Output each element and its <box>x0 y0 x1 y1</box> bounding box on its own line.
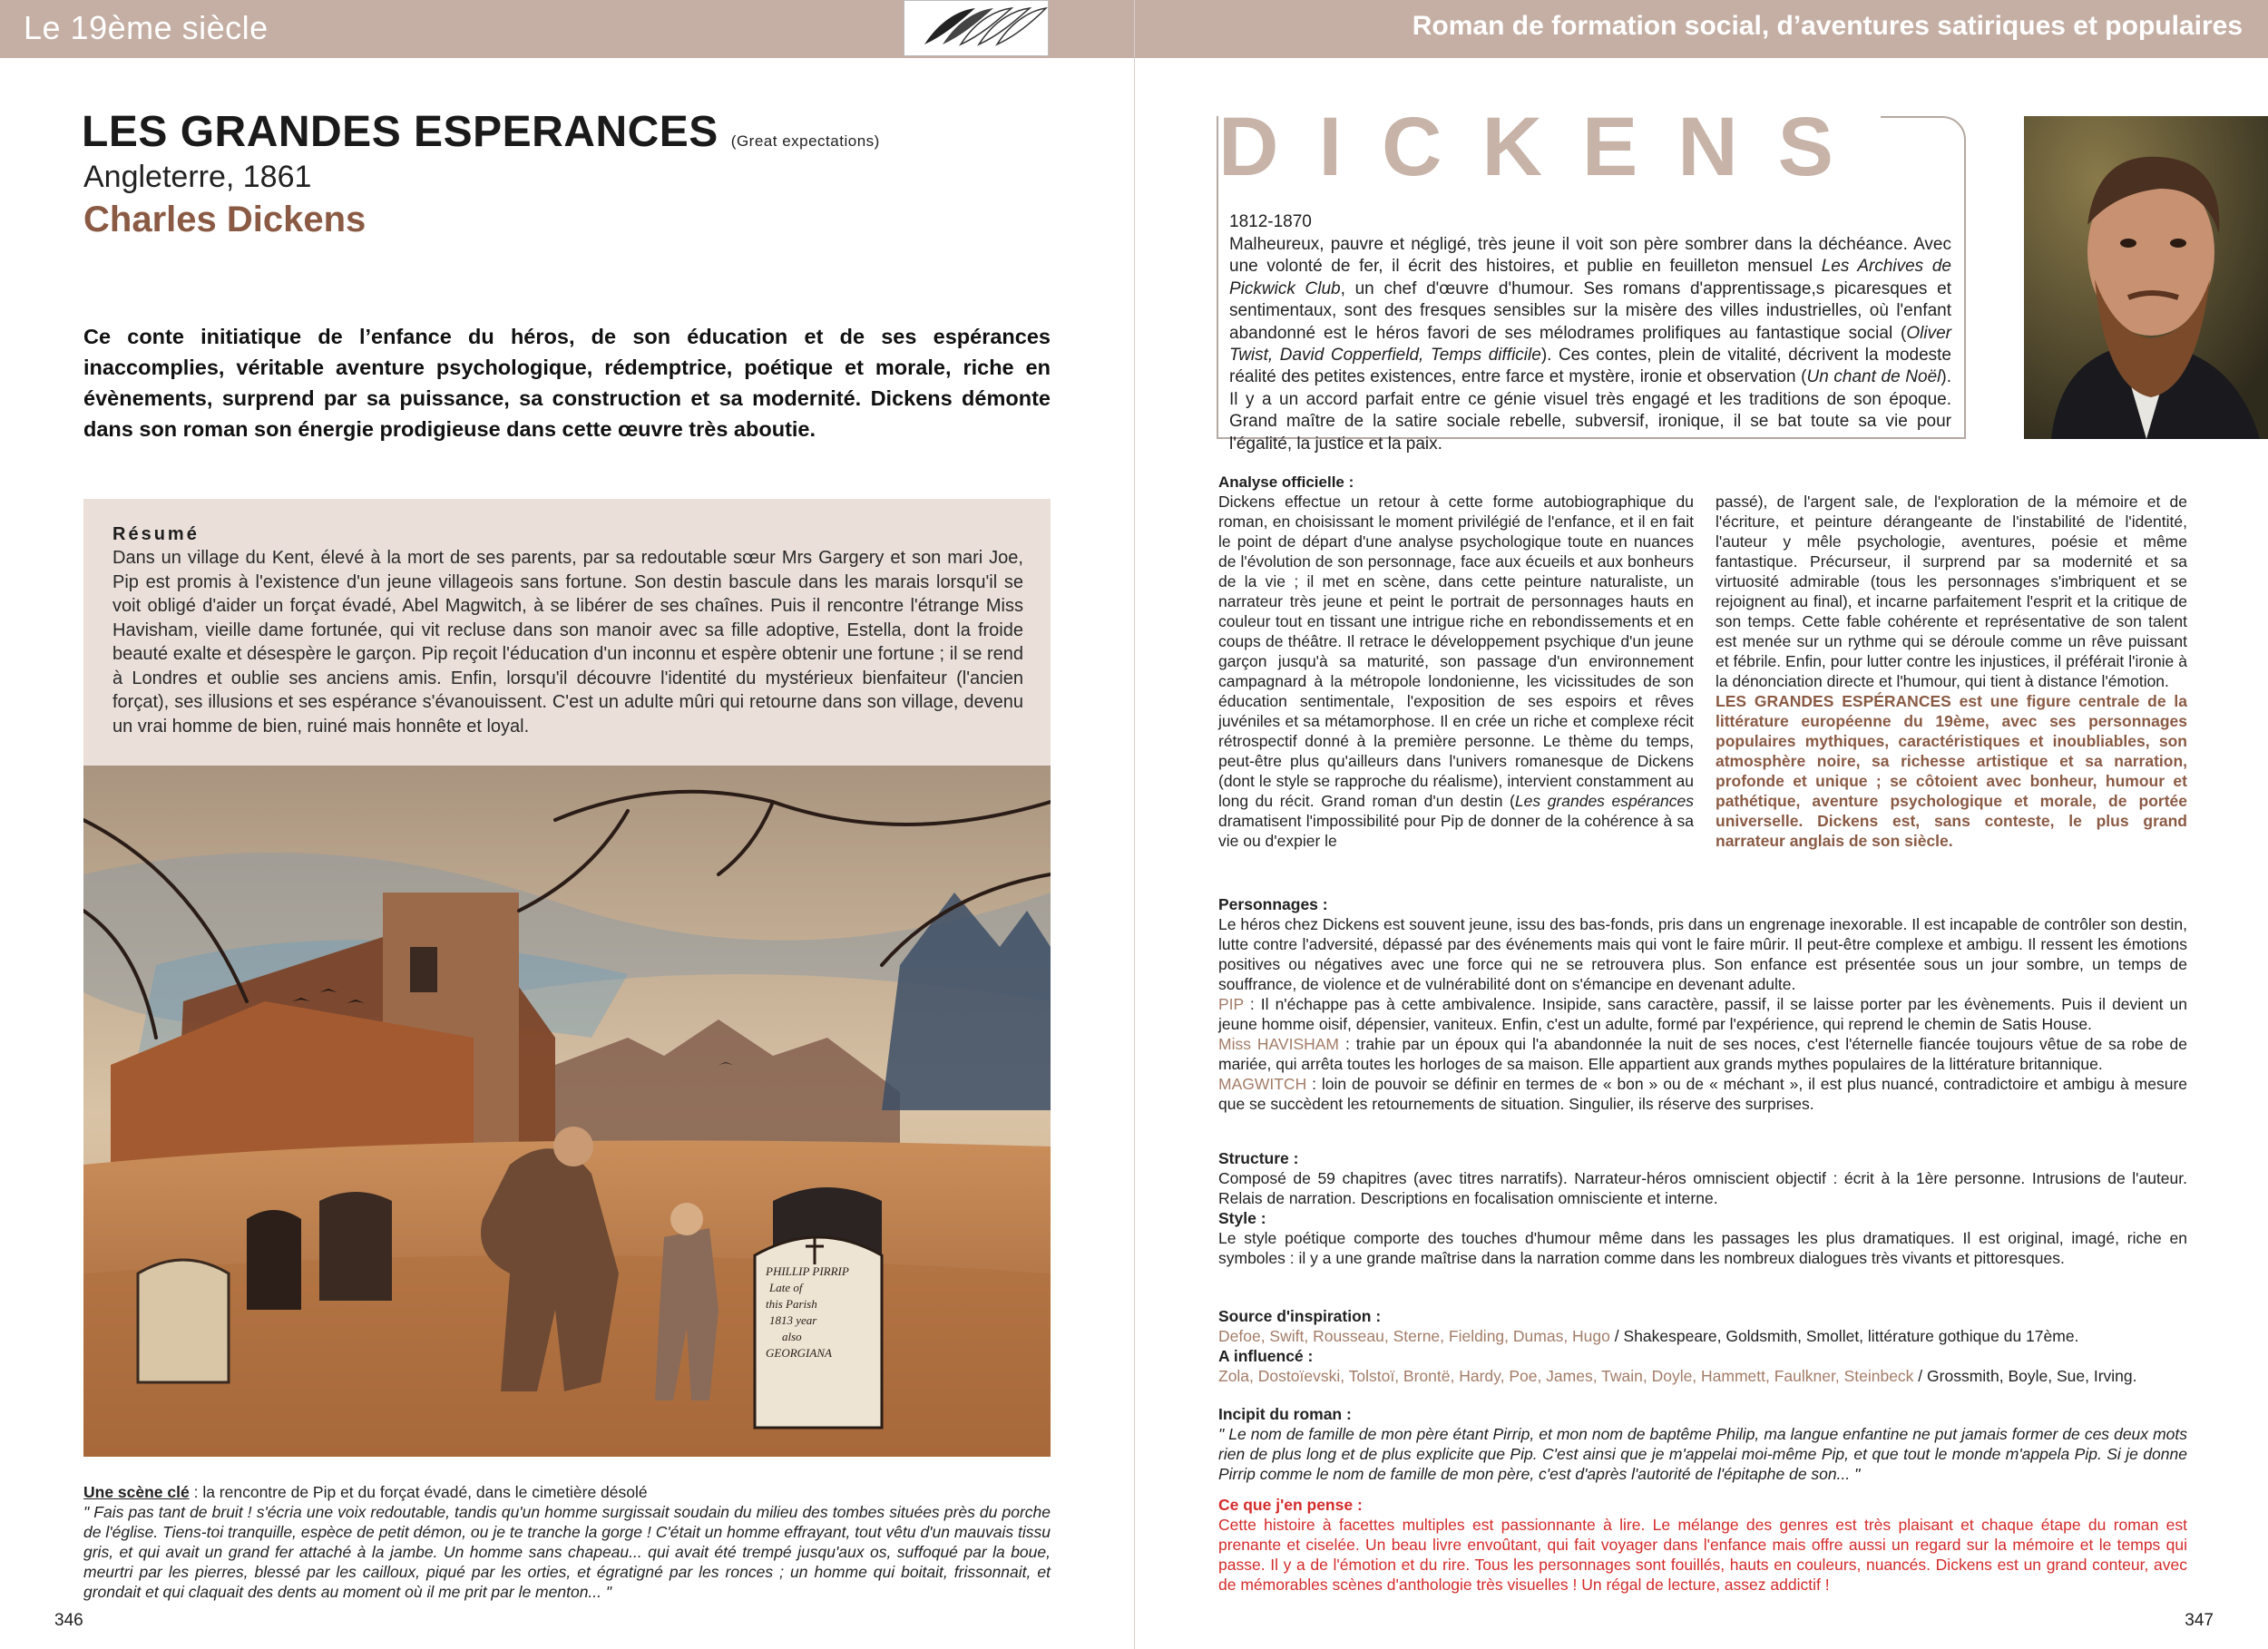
characters-section: Personnages : Le héros chez Dickens est souvent jeune, issu des bas-fonds, pris dans un engrenage inexorable. Il est incapable de contrôler son destin, lutte contre l'adversité, dépassé par des événements mais qui vont le faire mûrir. Il peut-être complexe et ambigu. Il ressent les émotions positives ou négatives avec une force qui ne se retrouvera plus. Son enfance est présentée sous un jour sombre, un temps de souffrance, de violence et de vulnérabilité dont on s'émancipe en devenant adulte. PIP : Il n'échappe pas à cette ambivalence. Insipide, sans caractère, passif, il se laisse porter par les évènements. Puis il devient un jeune homme oisif, dépensier, vaniteux. Enfin, c'est un adulte, formé par l'expérience, qui reprend le chemin de Satis House. Miss HAVISHAM : trahie par un époux qui l'a abandonnée la nuit de ses noces, c'est l'éternelle fiancée toujours vêtue de sa robe de mariée, qui arrêta toutes les horloges de sa maison. Elle appartient aux grands mythes populaires de la littérature britannique. MAGWITCH : loin de pouvoir se définir en termes de « bon » ou de « méchant », il est plus nuancé, contradictoire et ambigu à mesure que se succèdent les retournements de situation. Singulier, ils réserve des surprises. <box>1218 895 2188 1113</box>
svg-text:this Parish: this Parish <box>766 1297 817 1311</box>
right-page <box>1134 0 2268 1649</box>
country-year: Angleterre, 1861 <box>83 160 312 194</box>
analysis-column-1: Dickens effectue un retour à cette forme autobiographique du roman, en choisissant le moment privilégié de l'enfance, et il en fait le point de départ d'une analyse psychologique toute en nuances de l'évolution de son personnage, face aux écueils et aux bonheurs de la vie ; il met en scène, dans cette peinture naturaliste, un narrateur très jeune et peint le portrait de personnages hauts en couleur tout en tissant une intrigue riche en rebondissements et en coups de théâtre. Il retrace le développement psychique d'un jeune garçon jusqu'à sa maturité, son passage d'un environnement campagnard à la métropole londonienne, les vicissitudes de son éducation sentimentale, l'exposition de ses espoirs et rêves juvéniles et sa métamorphose. Il en crée un riche et complexe récit rétrospectif donné à la première personne. Le thème du temps, peut-être plus qu'ailleurs dans l'univers romanesque de Dickens (dont le style se rapproche du réalisme), intervient constamment au long du récit. Grand roman d'un destin (Les grandes espérances dramatisent l'impossibilité pour Pip de donner de la cohérence à sa vie ou d'expier le <box>1218 493 1694 850</box>
character-havisham: Miss HAVISHAM <box>1218 1035 1340 1053</box>
analysis-highlight: LES GRANDES ESPÉRANCES est une figure centrale de la littérature européenne du 19ème, avec ses personnages populaires mythiques, caractéristiques et inoubliables, son atmosphère noire, sa richesse artistique et sa narration, profonde et unique ; se côtoient avec bonheur, humour et pathétique, aventure psychologique et morale, de portée universelle. Dickens est, sans conteste, le plus grand narrateur anglais de son siècle. <box>1716 692 2187 850</box>
page-number-right: 347 <box>2185 1611 2214 1630</box>
author-bio: Malheureux, pauvre et négligé, très jeune il voit son père sombrer dans la déchéance. Avec une volonté de fer, il écrit des histoires, et publie en feuilleton mensuel Les Archives de Pickwick Club, un chef d'œuvre d'humour. Ses romans d'apprentissage,s picaresques et sentimentaux, sont des fresques sensibles sur la misère des villes industrielles, où l'enfant abandonné est le héros favori de ses mélodrames prolifiques au fantastique social (Oliver Twist, David Copperfield, Temps difficile). Ces contes, plein de vitalité, décrivent la modeste réalité des petites existences, entre farce et mystère, ironie et observation (Un chant de Noël). Il y a un accord parfait entre ce génie visuel très engagé et les traditions de son époque. Grand maître de la satire sociale rebelle, subversif, ironique, il se bat toute sa vie pour l'égalité, la justice et la paix. <box>1229 235 1951 454</box>
opinion-section: Ce que j'en pense : Cette histoire à facettes multiples est passionnante à lire. Le mélange des genres est très plaisant et chaque étape du roman est prenante et ciselée. Un beau livre envoûtant, qui fait voyager dans l'enfance mais offre aussi un regard sur la mémoire et le temps qui passe. Il y a de l'émotion et du rire. Tous les personnages sont fouillés, hauts en couleurs, nuancés. Dickens est un grand conteur, avec de mémorables scènes d'anthologie très visuelles ! Un régal de lecture, assez addictif ! <box>1218 1496 2187 1594</box>
analysis-column-2: passé), de l'argent sale, de l'exploration de la mémoire et de l'écriture, et peinture dérangeante de l'instabilité de l'identité, l'auteur y mêle psychologie, aventures, poésie et même fantastique. Précurseur, il surprend par sa modernité et sa virtuosité admirable (tous les personnages s'imbriquent et se rejoignent au final), et incarne parfaitement l'esprit et la critique de son temps. Cette fable cohérente et représentative de son talent est menée sur un rythme qui se déroule comme un rêve puissant et fébrile. Enfin, pour lutter contre les injustices, il préférait l'ironie à la dénonciation directe et l'humour, qui tient à distance l'émotion. LES GRANDES ESPÉRANCES est une figure centrale de la littérature européenne du 19ème, avec ses personnages populaires mythiques, caractéristiques et inoubliables, son atmosphère noire, sa richesse artistique et sa narration, profonde et unique ; se côtoient avec bonheur, humour et pathétique, aventure psychologique et morale, de portée universelle. Dickens est, sans conteste, le plus grand narrateur anglais de son siècle. <box>1716 493 2187 850</box>
genre-header: Roman de formation social, d’aventures satiriques et populaires <box>1412 11 2243 41</box>
intro-paragraph: Ce conte initiatique de l’enfance du héros, de son éducation et de ses espérances inaccomplies, véritable aventure psychologique, rédemptrice, poétique et morale, riche en évènements, surprend par sa puissance, sa construction et sa modernité. Dickens démonte dans son roman son énergie prodigieuse dans cette œuvre très aboutie. <box>83 325 1051 441</box>
svg-text:Late of: Late of <box>769 1281 803 1294</box>
section-header: Le 19ème siècle <box>24 9 269 46</box>
svg-text:1813 year: 1813 year <box>769 1313 817 1327</box>
character-pip: PIP <box>1218 995 1244 1013</box>
svg-text:also: also <box>782 1330 802 1343</box>
structure-section: Structure : Composé de 59 chapitres (avec titres narratifs). Narrateur-héros omniscient objectif : écrit à la 1ère personne. Intrusions de l'auteur. Relais de narration. Descriptions en focalisation omnisciente et interne. Style : Le style poétique comporte des touches d'humour même dans les passages les plus dramatiques. Il est original, imagé, riche en symboles : il y a une grande maîtrise dans la narration comme dans les nombreux dialogues très vivants et pittoresques. <box>1218 1149 2187 1267</box>
svg-text:GEORGIANA: GEORGIANA <box>766 1346 832 1360</box>
quill-feathers-icon <box>904 1 1048 55</box>
svg-text:PHILLIP PIRRIP: PHILLIP PIRRIP <box>766 1264 849 1278</box>
page-number-left: 346 <box>54 1611 83 1630</box>
author-dates: 1812-1870 <box>1229 212 1312 231</box>
analysis-label: Analyse officielle : <box>1218 473 1354 491</box>
incipit-section: Incipit du roman : " Le nom de famille de mon père étant Pirrip, et mon nom de baptême Philip, ma langue enfantine ne put jamais former de ces deux mots rien de plus long et de plus explicite que Pip. C'est ainsi que je m'appelai moi-même Pip, et que tout le monde m'appela Pip. Si je donne Pirrip comme le nom de famille de mon père, c'est d'après l'autorité de l'épitaphe de son... " <box>1218 1405 2187 1483</box>
key-scene <box>83 1482 1051 1602</box>
author-banner: DICKENS <box>1218 102 1881 192</box>
resume-text: Dans un village du Kent, élevé à la mort de ses parents, par sa redoutable sœur Mrs Gargery et son mari Joe, Pip est promis à l'existence d'un jeune villageois sans fortune. Son destin bascule dans les marais lorsqu'il se voit obligé d'aider un forçat évadé, Abel Magwitch, à se libérer de ses chaînes. Puis il rencontre l'étrange Miss Havisham, vieille dame fortunée, qui vit recluse dans son manoir avec sa fille adoptive, Estella, dont la froide beauté exalte et désespère le garçon. Pip reçoit l'éducation d'un inconnu et espère obtenir une fortune ; il se rend à Londres et oublie ses anciens amis. Enfin, lorsqu'il découvre l'identité du mystérieux bienfaiteur (l'ancien forçat), ses illusions et ses espérance s'évanouissent. C'est un adulte mûri qui retourne dans son village, devenu un vrai homme de bien, ruiné mais honnête et loyal. <box>112 548 1023 737</box>
scene-caption: : la rencontre de Pip et du forçat évadé, dans le cimetière désolé <box>189 1483 648 1501</box>
inspiration-section: Source d'inspiration : Defoe, Swift, Rousseau, Sterne, Fielding, Dumas, Hugo / Shakespeare, Goldsmith, Smollet, littérature gothique du 17ème. A influencé : Zola, Dostoïevski, Tolstoï, Brontë, Hardy, Poe, James, Twain, Doyle, Hammett, Faulkner, Steinbeck / Grossmith, Boyle, Sue, Irving. <box>1218 1307 2137 1385</box>
author-name: Charles Dickens <box>83 200 367 239</box>
book-title: LES GRANDES ESPERANCES (Great expectations) <box>82 108 880 156</box>
scene-label: Une scène clé <box>83 1483 190 1501</box>
character-magwitch: MAGWITCH <box>1218 1075 1307 1093</box>
resume-heading: Résumé <box>112 524 200 544</box>
resume-box <box>83 499 1051 766</box>
illustration-graveyard <box>83 766 1051 1457</box>
scene-quote: " Fais pas tant de bruit ! s'écria une voix redoutable, tandis qu'un homme surgissait soudain du milieu des tombes situées près du porche de l'église. Tiens-toi tranquille, espèce de petit démon, ou je te tranche la gorge ! C'était un homme effrayant, tout vêtu d'un mauvais tissu gris, et qui avait un grand fer attaché à la jambe. Un homme sans chapeau... qui avait été trempé jusqu'aux os, suffoqué par la boue, meurtri par les pierres, blessé par les cailloux, piqué par les orties, et égratigné par les ronces ; un homme qui boitait, frissonnait, et grondait et qui claquait des dents au moment où il me prit par le menton... " <box>83 1503 1051 1601</box>
original-title: (Great expectations) <box>730 132 880 150</box>
quill-logo <box>904 0 1049 56</box>
header-band-right <box>1135 0 2268 58</box>
author-portrait <box>2024 116 2268 439</box>
